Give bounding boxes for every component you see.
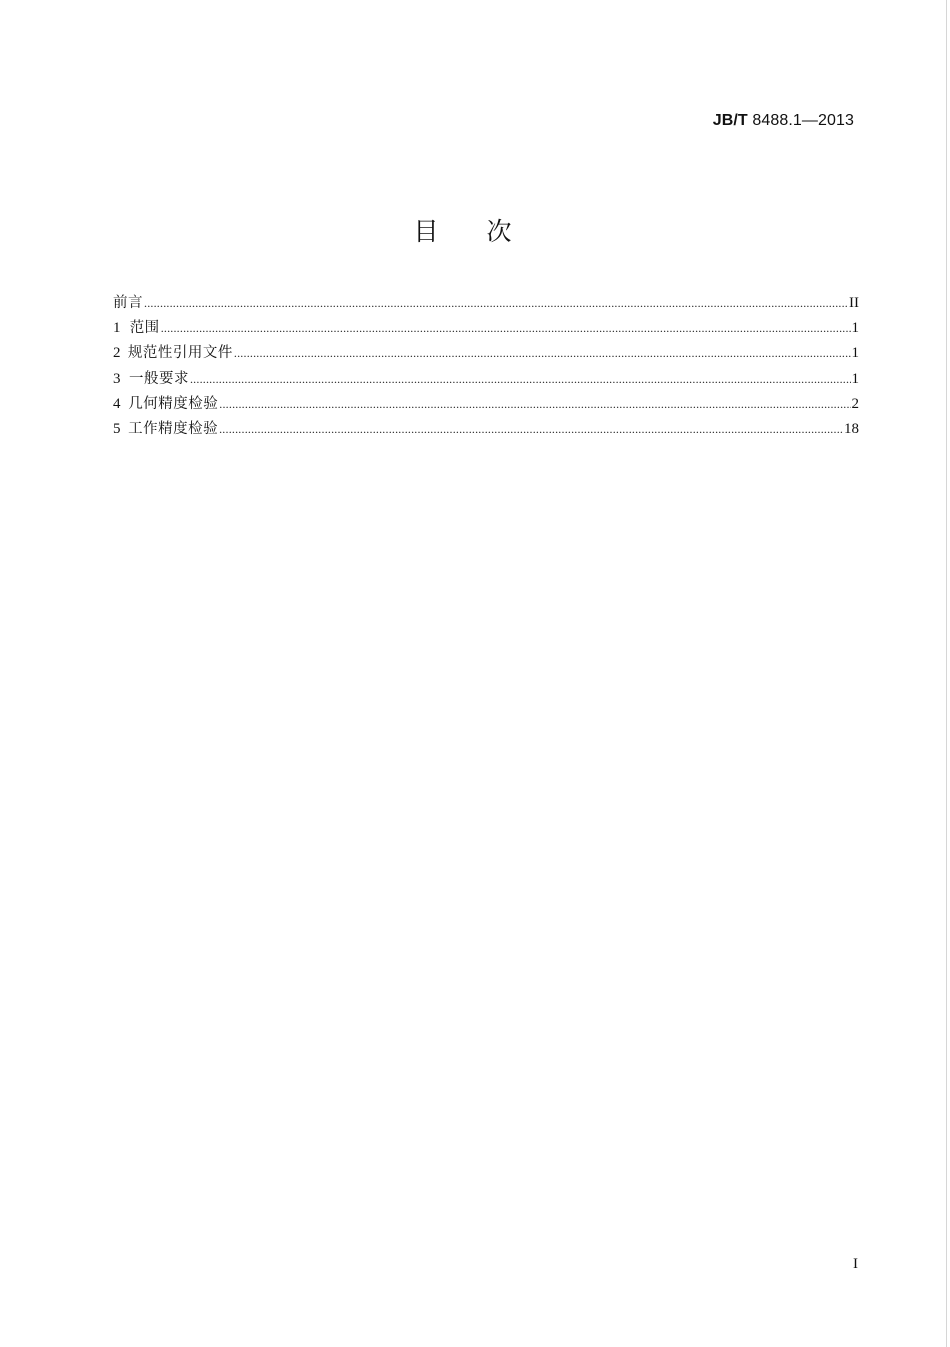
standard-number xyxy=(713,112,854,130)
toc-entry-number: 3 xyxy=(113,370,121,387)
toc-entry-number: 1 xyxy=(113,320,121,337)
toc-title: 目次 xyxy=(413,217,560,246)
toc-entry-page: 18 xyxy=(844,420,859,437)
toc-entry-page: 2 xyxy=(851,395,859,412)
toc-entry-page: 1 xyxy=(851,320,859,337)
toc-entry-geometric-accuracy[interactable] xyxy=(113,392,859,417)
toc-entry-foreword[interactable] xyxy=(113,291,859,316)
toc-dot-leader xyxy=(219,392,850,417)
toc-dot-leader xyxy=(219,417,843,442)
toc-entry-label: 一般要求 xyxy=(128,370,189,387)
toc-entry-normative-references[interactable] xyxy=(113,341,859,366)
toc-entry-number: 2 xyxy=(113,345,121,362)
toc-entry-general-requirements[interactable] xyxy=(113,367,859,392)
toc-entry-page: II xyxy=(849,295,859,311)
toc-entry-label: 规范性引用文件 xyxy=(127,345,233,362)
table-of-contents xyxy=(113,291,859,442)
toc-dot-leader xyxy=(161,316,851,341)
toc-entry-label: 范围 xyxy=(129,320,160,337)
standard-code: 8488.1—2013 xyxy=(747,112,854,129)
page-number: I xyxy=(853,1256,858,1272)
toc-entry-page: 1 xyxy=(851,370,859,387)
toc-entry-number: 5 xyxy=(113,420,121,437)
toc-entry-scope[interactable] xyxy=(113,316,859,341)
toc-dot-leader xyxy=(144,291,848,316)
toc-dot-leader xyxy=(190,367,851,392)
toc-entry-label: 几何精度检验 xyxy=(128,395,219,412)
toc-entry-page: 1 xyxy=(851,345,859,362)
toc-dot-leader xyxy=(234,341,851,366)
toc-entry-label: 前言 xyxy=(113,295,143,311)
toc-entry-number: 4 xyxy=(113,395,121,412)
toc-entry-working-accuracy[interactable] xyxy=(113,417,859,442)
standard-prefix: JB/T xyxy=(712,112,748,129)
toc-entry-label: 工作精度检验 xyxy=(128,420,219,437)
